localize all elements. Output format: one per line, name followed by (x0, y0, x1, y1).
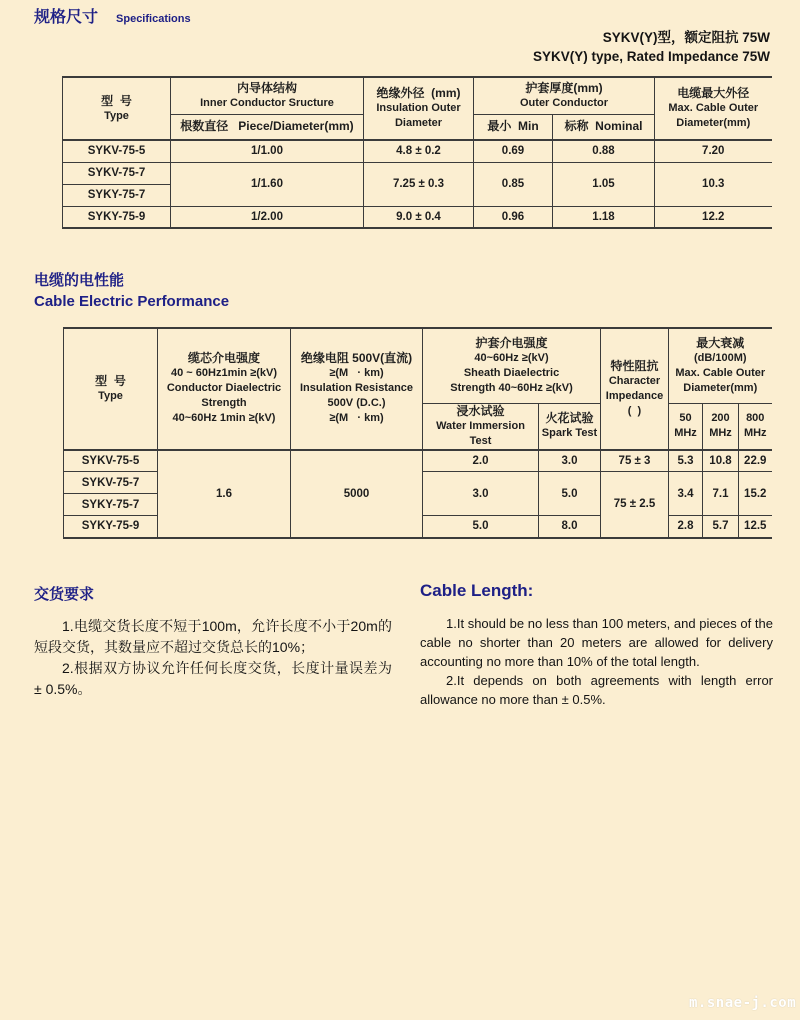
elec-col-800mhz (739, 403, 772, 450)
elec-col-insulation-resistance-l2: ≥(M · km) (329, 367, 384, 380)
elec-cell-type: SYKV-75-5 (64, 450, 158, 472)
elec-col-200mhz (703, 403, 739, 450)
elec-cell-spark: 5.0 (539, 472, 601, 516)
elec-cell-impedance: 75 ± 3 (601, 450, 669, 472)
spec-cell-piece: 1/2.00 (171, 206, 364, 228)
spec-cell-insulation: 7.25 ± 0.3 (364, 162, 474, 206)
elec-col-conductor-strength-l3: Conductor Diaelectric (166, 382, 282, 395)
elec-cell-spark: 8.0 (539, 516, 601, 538)
elec-col-sheath-strength-l3: Sheath Diaelectric (463, 366, 560, 379)
delivery-requirements-text (34, 616, 392, 700)
spec-col-max-en1: Max. Cable Outer (668, 102, 759, 114)
elec-col-200mhz-value: 200 (711, 412, 730, 424)
spec-cell-max: 10.3 (655, 162, 772, 206)
cable-length-item-2: 2.It depends on both agreements with length error allowance no more than ± 0.5%. (420, 673, 773, 707)
elec-col-insulation-resistance-l3: Insulation Resistance (299, 382, 414, 395)
elec-col-conductor-strength-l4: Strength (201, 397, 247, 410)
spec-col-piece-diameter (171, 114, 364, 140)
elec-col-type-zh: 型 号 (95, 373, 126, 388)
spec-cell-max: 12.2 (655, 206, 772, 228)
spec-cell-min: 0.85 (474, 162, 553, 206)
elec-col-attenuation (669, 328, 772, 403)
elec-col-insulation-resistance-l4: 500V (D.C.) (327, 397, 386, 410)
spec-col-piece-diameter-label: 根数直径 Piece/Diameter(mm) (180, 119, 354, 134)
spec-col-inner-conductor (171, 77, 364, 114)
elec-col-conductor-strength-l5: 40~60Hz 1min ≥(kV) (172, 412, 276, 425)
elec-cell-att-50: 5.3 (669, 450, 703, 472)
electric-performance-table (63, 327, 772, 539)
delivery-item-1: 1.电缆交货长度不短于100m，允许长度不小于20m的短段交货，其数量应不超过交货总长的10%； (34, 618, 392, 655)
specifications-heading-zh: 规格尺寸 (34, 9, 99, 26)
elec-col-spark-test (539, 403, 601, 450)
spec-cell-type: SYKV-75-7 (63, 162, 171, 184)
spec-cell-piece: 1/1.60 (171, 162, 364, 206)
elec-col-sheath-strength-l4: Strength 40~60Hz ≥(kV) (450, 381, 573, 394)
elec-col-type-en: Type (98, 389, 123, 402)
specifications-heading (34, 4, 191, 27)
spec-col-insulation (364, 77, 474, 140)
spec-col-type-en: Type (104, 109, 129, 122)
spec-col-type (63, 77, 171, 140)
elec-cell-impedance: 75 ± 2.5 (601, 472, 669, 538)
elec-col-50mhz-unit: MHz (674, 427, 697, 439)
specifications-heading-en: Specifications (116, 13, 191, 25)
spec-col-nominal-label: 标称 Nominal (564, 119, 643, 134)
elec-col-impedance-l3: Impedance (605, 389, 664, 402)
elec-cell-att-800: 12.5 (739, 516, 772, 538)
spec-cell-max: 7.20 (655, 140, 772, 162)
spec-col-insulation-zh: 绝缘外径 (mm) (376, 86, 461, 100)
elec-col-sheath-strength-zh: 护套介电强度 (475, 335, 548, 350)
spec-row-sykv-75-7 (63, 162, 772, 184)
watermark: m.snae-j.com (689, 995, 797, 1011)
elec-col-impedance (601, 328, 669, 450)
spec-row-sykv-75-5 (63, 140, 772, 162)
delivery-item-2: 2.根据双方协议允许任何长度交货，长度计量误差为 ± 0.5%。 (34, 660, 392, 697)
spec-col-inner-en: Inner Conductor Sructure (200, 96, 334, 109)
spec-cell-nominal: 1.05 (553, 162, 655, 206)
spec-col-nominal (553, 114, 655, 140)
spec-col-max-zh: 电缆最大外径 (677, 86, 750, 100)
elec-col-sheath-strength-l2: 40~60Hz ≥(kV) (474, 351, 549, 364)
elec-cell-att-200: 7.1 (703, 472, 739, 516)
spec-col-min (474, 114, 553, 140)
electric-performance-heading-en: Cable Electric Performance (34, 293, 230, 310)
rated-impedance-note-zh: SYKV(Y)型，额定阻抗 75W (602, 30, 770, 45)
electric-performance-heading (34, 270, 229, 312)
spec-cell-type: SYKY-75-7 (63, 184, 171, 206)
elec-col-insulation-resistance-l5: ≥(M · km) (329, 412, 384, 425)
elec-col-water-immersion-en: Water Immersion Test (436, 419, 528, 447)
spec-col-insulation-en2: Diameter (394, 117, 443, 129)
spec-cell-nominal: 1.18 (553, 206, 655, 228)
elec-cell-att-200: 10.8 (703, 450, 739, 472)
rated-impedance-note-en: SYKV(Y) type, Rated Impedance 75W (532, 49, 770, 64)
spec-cell-piece: 1/1.00 (171, 140, 364, 162)
elec-cell-conductor-strength: 1.6 (158, 450, 291, 538)
specifications-table (62, 76, 772, 229)
spec-cell-insulation: 4.8 ± 0.2 (364, 140, 474, 162)
cable-length-text (420, 614, 773, 709)
elec-col-conductor-strength (158, 328, 291, 450)
spec-cell-min: 0.69 (474, 140, 553, 162)
elec-cell-att-50: 3.4 (669, 472, 703, 516)
elec-col-800mhz-unit: MHz (743, 427, 767, 439)
electric-performance-heading-zh: 电缆的电性能 (34, 272, 125, 289)
delivery-requirements-heading: 交货要求 (34, 586, 95, 603)
spec-col-inner-zh: 内导体结构 (236, 80, 297, 95)
spec-col-insulation-en1: Insulation Outer (376, 102, 461, 114)
cable-length-heading: Cable Length: (420, 581, 534, 600)
elec-col-impedance-l2: Character (608, 374, 661, 387)
elec-cell-att-800: 15.2 (739, 472, 772, 516)
spec-col-max-diameter (655, 77, 772, 140)
elec-cell-water: 3.0 (423, 472, 539, 516)
elec-col-attenuation-zh: 最大衰减 (696, 335, 745, 350)
spec-cell-type: SYKY-75-9 (63, 206, 171, 228)
elec-col-impedance-zh: 特性阻抗 (610, 358, 659, 373)
elec-col-water-immersion-zh: 浸水试验 (456, 403, 505, 418)
elec-col-insulation-resistance-zh: 绝缘电阻 500V(直流) (300, 351, 413, 366)
spec-col-sheath-en: Outer Conductor (520, 96, 608, 109)
elec-cell-type: SYKY-75-7 (64, 494, 158, 516)
elec-col-sheath-strength (423, 328, 601, 403)
elec-col-800mhz-value: 800 (746, 412, 765, 424)
spec-col-max-en2: Diameter(mm) (676, 117, 751, 129)
elec-cell-type: SYKV-75-7 (64, 472, 158, 494)
elec-cell-att-800: 22.9 (739, 450, 772, 472)
elec-row-sykv-75-5 (64, 450, 772, 472)
spec-col-sheath-zh: 护套厚度(mm) (525, 80, 603, 95)
spec-col-type-zh: 型 号 (101, 93, 132, 108)
elec-cell-att-50: 2.8 (669, 516, 703, 538)
elec-col-50mhz (669, 403, 703, 450)
elec-cell-spark: 3.0 (539, 450, 601, 472)
spec-cell-min: 0.96 (474, 206, 553, 228)
elec-col-50mhz-value: 50 (679, 412, 692, 424)
elec-cell-type: SYKY-75-9 (64, 516, 158, 538)
spec-col-sheath (474, 77, 655, 114)
elec-col-attenuation-l3: Max. Cable Outer (675, 366, 766, 379)
cable-length-item-1: 1.It should be no less than 100 meters, and pieces of the cable no shorter than 20 meters are allowed for delivery accounting no more than 10% of the total length. (420, 616, 773, 669)
spec-cell-nominal: 0.88 (553, 140, 655, 162)
elec-cell-water: 2.0 (423, 450, 539, 472)
elec-col-attenuation-l4: Diameter(mm) (683, 381, 758, 394)
spec-row-syky-75-9 (63, 206, 772, 228)
elec-col-conductor-strength-zh: 缆芯介电强度 (187, 351, 260, 366)
elec-cell-att-200: 5.7 (703, 516, 739, 538)
spec-col-min-label: 最小 Min (487, 119, 539, 134)
elec-cell-water: 5.0 (423, 516, 539, 538)
elec-cell-insulation-resistance: 5000 (291, 450, 423, 538)
elec-col-impedance-l4: ( ) (627, 404, 642, 417)
elec-col-insulation-resistance (291, 328, 423, 450)
elec-col-type (64, 328, 158, 450)
elec-col-conductor-strength-l2: 40 ~ 60Hz1min ≥(kV) (171, 367, 277, 380)
elec-col-spark-test-en: Spark Test (541, 427, 598, 439)
elec-col-spark-test-zh: 火花试验 (545, 411, 594, 425)
spec-cell-type: SYKV-75-5 (63, 140, 171, 162)
elec-col-water-immersion (423, 403, 539, 450)
elec-col-200mhz-unit: MHz (709, 427, 732, 439)
rated-impedance-note (533, 28, 770, 66)
spec-cell-insulation: 9.0 ± 0.4 (364, 206, 474, 228)
elec-col-attenuation-l2: (dB/100M) (693, 351, 747, 364)
